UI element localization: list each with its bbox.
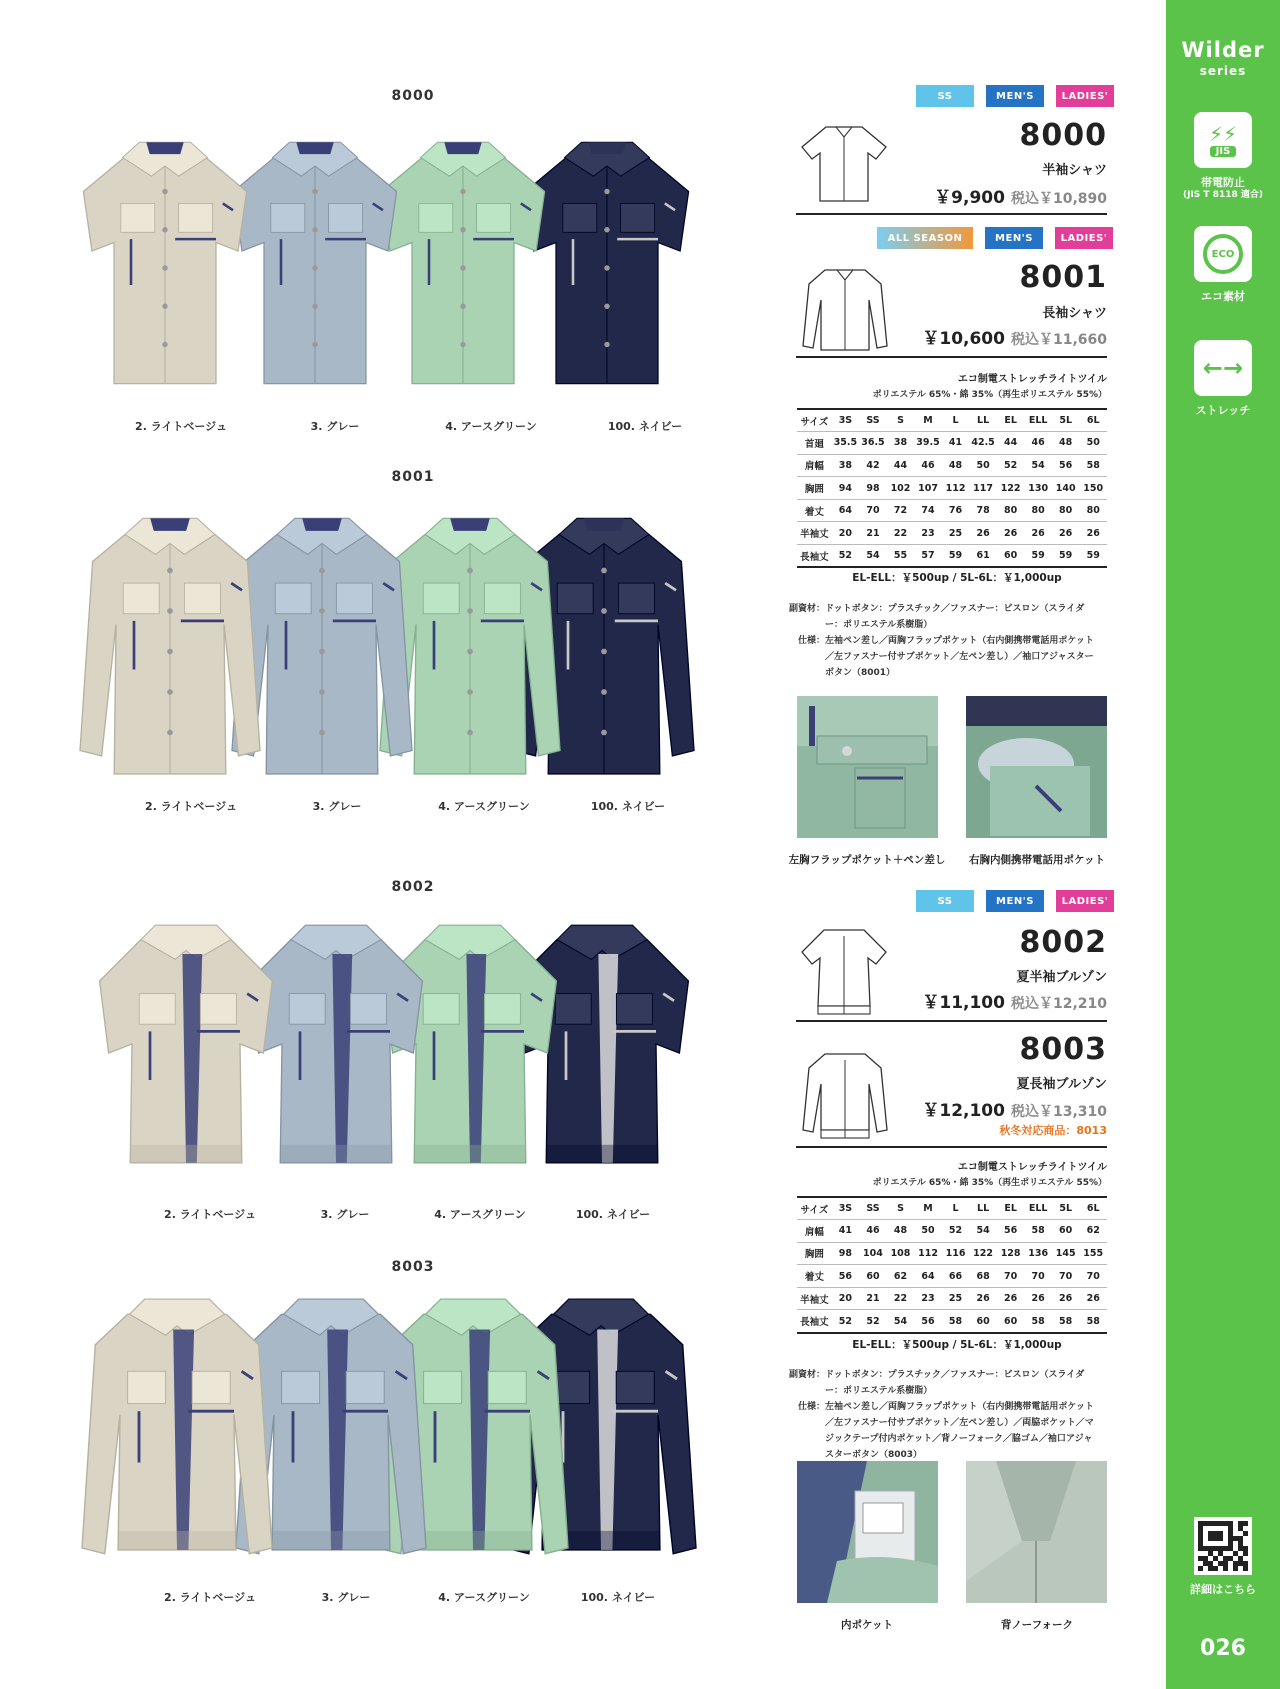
price-tax: 税込￥10,890 [1010,191,1107,207]
size-cell: 52 [997,454,1025,477]
size-cell: 140 [1052,477,1080,500]
spec-text-shirt [787,601,1107,681]
color-label: 100. ネイビー [575,1208,651,1221]
product-name-8002: 夏半袖ブルゾン [1016,970,1107,985]
size-cell: 56 [1052,454,1080,477]
size-row-label: サイズ [797,1197,832,1220]
detail-caption: 右胸内側携帯電話用ポケット [969,854,1105,866]
size-row-label: 胸囲 [797,1242,832,1265]
price-main: ￥12,100 [922,1101,1005,1121]
size-row [797,499,1107,522]
size-cell: 26 [1024,1287,1052,1310]
model-title-8001: 8001 [391,469,435,485]
size-cell: 56 [997,1220,1025,1243]
size-cell: 3S [832,1197,860,1220]
fabric-name-shirt: エコ制電ストレッチライトツイル [957,374,1107,385]
size-cell: 59 [1079,545,1107,568]
size-cell: 122 [997,477,1025,500]
size-cell: 56 [832,1265,860,1288]
garment-short-blouson [96,910,276,1196]
stretch-icon [1194,340,1252,396]
price-main: ￥9,900 [934,188,1005,208]
size-cell: 46 [914,454,942,477]
color-label: 2. ライトベージュ [164,1208,256,1221]
garment-short-shirt [378,112,548,407]
garment-long-shirt [80,500,260,785]
material-value: ドットボタン：プラスチック／ファスナー：ビスロン（スライダー：ポリエステル系樹脂） [825,604,1085,630]
eco-material-icon [1194,226,1252,282]
product-code-8001: 8001 [1019,260,1107,295]
size-cell: 52 [832,1310,860,1333]
size-cell: 80 [1079,499,1107,522]
size-cell: 39.5 [914,432,942,455]
size-cell: 116 [942,1242,970,1265]
badge-all-season: ALL SEASON [877,227,973,249]
color-label: 3. グレー [321,1591,371,1604]
size-cell: 42.5 [969,432,997,455]
price-8003 [827,1096,1107,1121]
garment-long-blouson [82,1290,272,1578]
size-cell: 98 [859,477,887,500]
divider [796,356,1107,358]
product-name-8000: 半袖シャツ [1042,163,1107,178]
size-header-row [797,409,1107,432]
size-cell: 48 [942,454,970,477]
size-cell: 26 [969,522,997,545]
size-row-label: サイズ [797,409,832,432]
divider [796,213,1107,215]
size-table-blouson [797,1196,1107,1334]
page-number: 026 [1200,1636,1246,1661]
size-cell: 44 [997,432,1025,455]
model-title-8000: 8000 [391,88,435,104]
price-main: ￥11,100 [922,993,1005,1013]
material-key: 副資材： [788,604,825,614]
color-label: 2. ライトベージュ [164,1591,256,1604]
color-label: 4. アースグリーン [445,420,537,433]
detail-photo-inner-phone-pocket [966,696,1107,838]
size-upcharge-note-shirt: EL-ELL：￥500up / 5L-6L：￥1,000up [852,572,1062,584]
badge-ladies: LADIES' [1056,85,1114,107]
price-8001 [827,324,1107,349]
size-cell: S [887,409,915,432]
product-code-8000: 8000 [1019,118,1107,153]
product-code-8002: 8002 [1019,925,1107,960]
eco-leaf-icon [1203,234,1243,274]
qr-code[interactable] [1194,1517,1252,1575]
badge-ss: SS [916,890,974,912]
fabric-composition-blouson: ポリエステル 65%・綿 35%（再生ポリエステル 55%） [872,1178,1107,1188]
size-cell: 38 [887,432,915,455]
size-cell: 26 [969,1287,997,1310]
size-cell: 60 [969,1310,997,1333]
size-cell: 112 [914,1242,942,1265]
size-cell: 58 [942,1310,970,1333]
size-cell: 26 [997,522,1025,545]
price-tax: 税込￥12,210 [1010,996,1107,1012]
model-title-8003: 8003 [391,1259,435,1275]
size-cell: 36.5 [859,432,887,455]
badges-8001 [877,227,1113,249]
size-cell: 22 [887,522,915,545]
antistatic-label-main: 帯電防止 [1201,176,1245,189]
size-cell: 70 [997,1265,1025,1288]
series-brand-sub: series [1199,64,1247,78]
size-cell: 128 [997,1242,1025,1265]
size-cell: 76 [942,499,970,522]
size-cell: 58 [1079,1310,1107,1333]
spec-value: 左袖ペン差し／両胸フラップポケット（右内側携帯電話用ポケット／左ファスナー付サブポケット／左ペン差し）／両脇ポケット／マジックテープ付内ポケット／背ノーフォーク／脇ゴム／袖口アジャスターボタン（8003） [825,1402,1094,1460]
size-cell: 94 [832,477,860,500]
size-cell: 41 [942,432,970,455]
autumn-winter-note: 秋冬対応商品：8013 [999,1124,1107,1137]
spec-key: 仕様： [797,636,825,646]
badges-8000 [916,85,1114,107]
detail-caption: 内ポケット [841,1619,893,1631]
size-cell: 38 [832,454,860,477]
size-cell: 66 [942,1265,970,1288]
size-row [797,545,1107,568]
product-name-8001: 長袖シャツ [1042,306,1107,321]
size-cell: SS [859,1197,887,1220]
color-label: 100. ネイビー [580,1591,656,1604]
size-cell: 46 [859,1220,887,1243]
size-cell: SS [859,409,887,432]
size-cell: 54 [1024,454,1052,477]
size-cell: EL [997,409,1025,432]
size-cell: S [887,1197,915,1220]
color-label: 3. グレー [310,420,360,433]
size-cell: 52 [832,545,860,568]
color-label: 3. グレー [312,800,362,813]
size-cell: 58 [1052,1310,1080,1333]
size-cell: 60 [1052,1220,1080,1243]
size-cell: 59 [1052,545,1080,568]
size-row [797,1242,1107,1265]
size-cell: 70 [1052,1265,1080,1288]
material-value: ドットボタン：プラスチック／ファスナー：ビスロン（スライダー：ポリエステル系樹脂） [825,1370,1085,1396]
size-row [797,432,1107,455]
product-code-8003: 8003 [1019,1032,1107,1067]
price-tax: 税込￥11,660 [1010,332,1107,348]
color-label: 4. アースグリーン [438,800,530,813]
size-row-label: 長袖丈 [797,1310,832,1333]
size-cell: LL [969,409,997,432]
size-cell: 60 [859,1265,887,1288]
size-cell: 122 [969,1242,997,1265]
size-cell: 6L [1079,1197,1107,1220]
color-label: 100. ネイビー [590,800,666,813]
size-cell: L [942,409,970,432]
size-cell: 52 [859,1310,887,1333]
qr-label: 詳細はこちら [1190,1583,1256,1596]
size-cell: 26 [1024,522,1052,545]
badges-8002 [916,890,1114,912]
size-cell: 55 [887,545,915,568]
eco-label: エコ素材 [1201,290,1245,303]
size-cell: 70 [1079,1265,1107,1288]
size-cell: 35.5 [832,432,860,455]
size-header-row [797,1197,1107,1220]
size-row-label: 肩幅 [797,1220,832,1243]
color-label: 4. アースグリーン [434,1208,526,1221]
size-cell: 59 [1024,545,1052,568]
size-cell: 5L [1052,1197,1080,1220]
size-cell: 41 [832,1220,860,1243]
size-cell: 112 [942,477,970,500]
stretch-label: ストレッチ [1195,404,1251,417]
divider [796,1146,1107,1148]
size-cell: 48 [887,1220,915,1243]
series-sidebar [1166,0,1280,1689]
size-cell: 57 [914,545,942,568]
size-cell: 20 [832,1287,860,1310]
size-cell: 48 [1052,432,1080,455]
price-tax: 税込￥13,310 [1010,1104,1107,1120]
size-cell: 59 [942,545,970,568]
lightning-icon: ⚡⚡ [1208,121,1238,146]
size-cell: 50 [914,1220,942,1243]
color-label: 2. ライトベージュ [145,800,237,813]
size-cell: 58 [1024,1220,1052,1243]
size-cell: 64 [914,1265,942,1288]
size-cell: 145 [1052,1242,1080,1265]
size-cell: 42 [859,454,887,477]
badge-ladies: LADIES' [1055,227,1113,249]
badge-mens: MEN'S [986,85,1044,107]
size-cell: 54 [887,1310,915,1333]
color-label: 100. ネイビー [607,420,683,433]
size-cell: 26 [1079,522,1107,545]
size-cell: 26 [1052,1287,1080,1310]
size-cell: 136 [1024,1242,1052,1265]
size-cell: 21 [859,522,887,545]
material-key: 副資材： [788,1370,825,1380]
garment-short-shirt [80,112,250,407]
size-cell: 62 [1079,1220,1107,1243]
size-cell: 80 [997,499,1025,522]
size-cell: 130 [1024,477,1052,500]
size-cell: 44 [887,454,915,477]
size-cell: M [914,409,942,432]
size-cell: 108 [887,1242,915,1265]
size-cell: 70 [1024,1265,1052,1288]
size-cell: 107 [914,477,942,500]
size-cell: 50 [1079,432,1107,455]
size-cell: L [942,1197,970,1220]
detail-caption: 背ノーフォーク [1000,1619,1074,1631]
size-cell: 70 [859,499,887,522]
size-cell: 26 [1079,1287,1107,1310]
badge-ss: SS [916,85,974,107]
size-cell: 56 [914,1310,942,1333]
size-row-label: 胸囲 [797,477,832,500]
size-upcharge-note-blouson: EL-ELL：￥500up / 5L-6L：￥1,000up [852,1339,1062,1351]
size-cell: 25 [942,1287,970,1310]
fabric-name-blouson: エコ制電ストレッチライトツイル [957,1162,1107,1173]
size-cell: 155 [1079,1242,1107,1265]
fabric-composition-shirt: ポリエステル 65%・綿 35%（再生ポリエステル 55%） [872,390,1107,400]
size-cell: 58 [1079,454,1107,477]
size-cell: 60 [997,545,1025,568]
size-cell: 22 [887,1287,915,1310]
size-cell: M [914,1197,942,1220]
jis-mark: JIS [1210,146,1237,157]
series-brand [1166,38,1280,78]
color-label: 4. アースグリーン [438,1591,530,1604]
size-row [797,454,1107,477]
size-row [797,477,1107,500]
size-cell: 80 [1052,499,1080,522]
antistatic-label-sub: (JIS T 8118 適合) [1183,190,1263,200]
size-cell: 6L [1079,409,1107,432]
size-cell: 21 [859,1287,887,1310]
size-cell: 54 [969,1220,997,1243]
size-cell: 5L [1052,409,1080,432]
badge-mens: MEN'S [985,227,1043,249]
model-title-8002: 8002 [391,879,435,895]
size-cell: 98 [832,1242,860,1265]
size-cell: 26 [997,1287,1025,1310]
double-arrow-icon: ←→ [1202,354,1244,382]
size-cell: 62 [887,1265,915,1288]
size-row-label: 着丈 [797,1265,832,1288]
product-name-8003: 夏長袖ブルゾン [1016,1077,1107,1092]
detail-photo-back-norfolk [966,1461,1107,1603]
sketch-long-blouson [799,1050,891,1140]
size-row [797,1220,1107,1243]
size-cell: 23 [914,1287,942,1310]
eco-symbol: ECO [1211,248,1235,260]
size-row [797,1310,1107,1333]
size-cell: 60 [997,1310,1025,1333]
size-cell: 20 [832,522,860,545]
divider [796,1020,1107,1022]
size-cell: 102 [887,477,915,500]
size-cell: 46 [1024,432,1052,455]
spec-value: 左袖ペン差し／両胸フラップポケット（右内側携帯電話用ポケット／左ファスナー付サブポケット／左ペン差し）／袖口アジャスターボタン（8001） [825,636,1094,678]
size-cell: 104 [859,1242,887,1265]
size-row-label: 半袖丈 [797,522,832,545]
size-cell: ELL [1024,1197,1052,1220]
size-cell: ELL [1024,409,1052,432]
spec-text-blouson [787,1367,1107,1463]
size-cell: 26 [1052,522,1080,545]
detail-photo-chest-pocket [797,696,938,838]
size-cell: 52 [942,1220,970,1243]
size-row-label: 半袖丈 [797,1287,832,1310]
size-cell: 74 [914,499,942,522]
size-cell: 68 [969,1265,997,1288]
size-row-label: 肩幅 [797,454,832,477]
size-cell: EL [997,1197,1025,1220]
antistatic-label [1166,176,1280,202]
size-cell: 61 [969,545,997,568]
size-cell: 72 [887,499,915,522]
garment-short-shirt [230,112,400,407]
size-cell: 23 [914,522,942,545]
size-cell: 150 [1079,477,1107,500]
size-cell: 117 [969,477,997,500]
detail-photo-inner-pocket [797,1461,938,1603]
size-cell: 54 [859,545,887,568]
spec-key: 仕様： [797,1402,825,1412]
size-cell: 25 [942,522,970,545]
size-cell: 50 [969,454,997,477]
size-row-label: 長袖丈 [797,545,832,568]
price-8000 [827,183,1107,208]
size-row [797,1265,1107,1288]
size-table-shirt [797,408,1107,568]
price-main: ￥10,600 [922,329,1005,349]
color-label: 2. ライトベージュ [135,420,227,433]
jis-antistatic-icon [1194,112,1252,168]
size-cell: 58 [1024,1310,1052,1333]
size-row-label: 着丈 [797,499,832,522]
size-cell: 3S [832,409,860,432]
size-row [797,1287,1107,1310]
badge-ladies: LADIES' [1056,890,1114,912]
detail-caption: 左胸フラップポケット＋ペン差し [788,854,946,866]
size-cell: 64 [832,499,860,522]
badge-mens: MEN'S [986,890,1044,912]
series-brand-name: Wilder [1181,38,1265,62]
size-cell: 80 [1024,499,1052,522]
price-8002 [827,988,1107,1013]
color-label: 3. グレー [320,1208,370,1221]
size-cell: LL [969,1197,997,1220]
size-cell: 78 [969,499,997,522]
size-row-label: 首廻 [797,432,832,455]
size-row [797,522,1107,545]
